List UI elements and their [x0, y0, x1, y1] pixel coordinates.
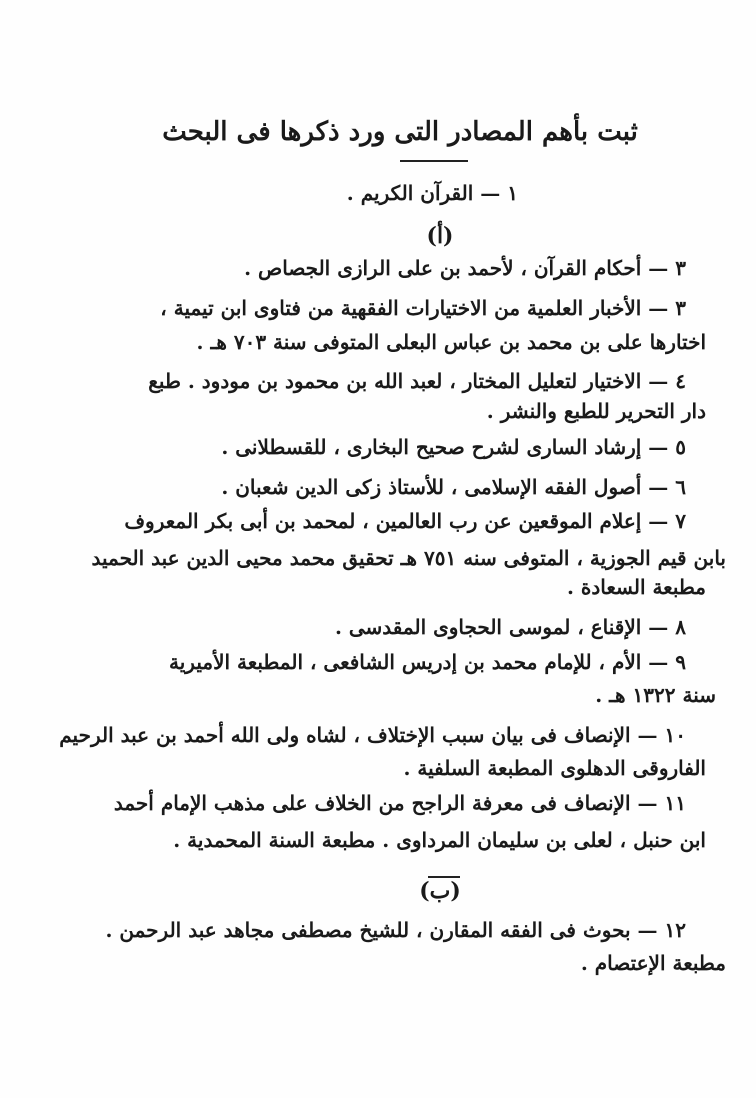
entry-6-line-1: ٦ — أصول الفقه الإسلامى ، للأستاذ زكى الدين شعبان . — [221, 475, 686, 499]
entry-7-line-2: بابن قيم الجوزية ، المتوفى سنه ٧٥١ هـ تحقيق محمد محيى الدين عبد الحميد — [91, 546, 726, 570]
entry-7-line-1: ٧ — إعلام الموقعين عن رب العالمين ، لمحمد بن أبى بكر المعروف — [124, 509, 686, 533]
entry-10-line-2: الفاروقى الدهلوى المطبعة السلفية . — [403, 756, 706, 780]
entry-3-line-1: ٣ — الأخبار العلمية من الاختيارات الفقهية من فتاوى ابن تيمية ، — [160, 296, 686, 320]
entry-11-line-2: ابن حنبل ، لعلى بن سليمان المرداوى . مطبعة السنة المحمدية . — [173, 828, 706, 852]
entry-7-line-3: مطبعة السعادة . — [566, 575, 706, 599]
entry-3-line-2: اختارها على بن محمد بن عباس البعلى المتوفى سنة ٧٠٣ هـ . — [196, 330, 706, 354]
entry-2-line-1: ٣ — أحكام القرآن ، لأحمد بن على الرازى الجصاص . — [244, 256, 686, 280]
entry-12-line-2: مطبعة الإعتصام . — [580, 951, 726, 975]
entry-5-line-1: ٥ — إرشاد السارى لشرح صحيح البخارى ، للقسطلانى . — [221, 435, 686, 459]
entry-11-line-1: ١١ — الإنصاف فى معرفة الراجح من الخلاف على مذهب الإمام أحمد — [113, 791, 686, 815]
entry-1-line-1: ١ — القرآن الكريم . — [346, 181, 518, 205]
entry-4-line-1: ٤ — الاختيار لتعليل المختار ، لعبد الله بن محمود بن مودود . طبع — [148, 369, 686, 393]
entry-4-line-2: دار التحرير للطبع والنشر . — [486, 399, 706, 423]
entry-12-line-1: ١٢ — بحوث فى الفقه المقارن ، للشيخ مصطفى مجاهد عبد الرحمن . — [105, 918, 686, 942]
section-heading-a: (أ) — [426, 223, 454, 249]
entry-8-line-1: ٨ — الإقناع ، لموسى الحجاوى المقدسى . — [334, 615, 686, 639]
section-heading-b: (ب) — [419, 878, 461, 904]
page-title: ثبت بأهم المصادر التى ورد ذكرها فى البحث — [162, 117, 638, 147]
entry-9-line-2: سنة ١٣٢٢ هـ . — [595, 683, 716, 707]
entry-10-line-1: ١٠ — الإنصاف فى بيان سبب الإختلاف ، لشاه ولى الله أحمد بن عبد الرحيم — [59, 723, 686, 747]
title-underline — [400, 160, 468, 162]
entry-9-line-1: ٩ — الأم ، للإمام محمد بن إدريس الشافعى ، المطبعة الأميرية — [169, 650, 686, 674]
